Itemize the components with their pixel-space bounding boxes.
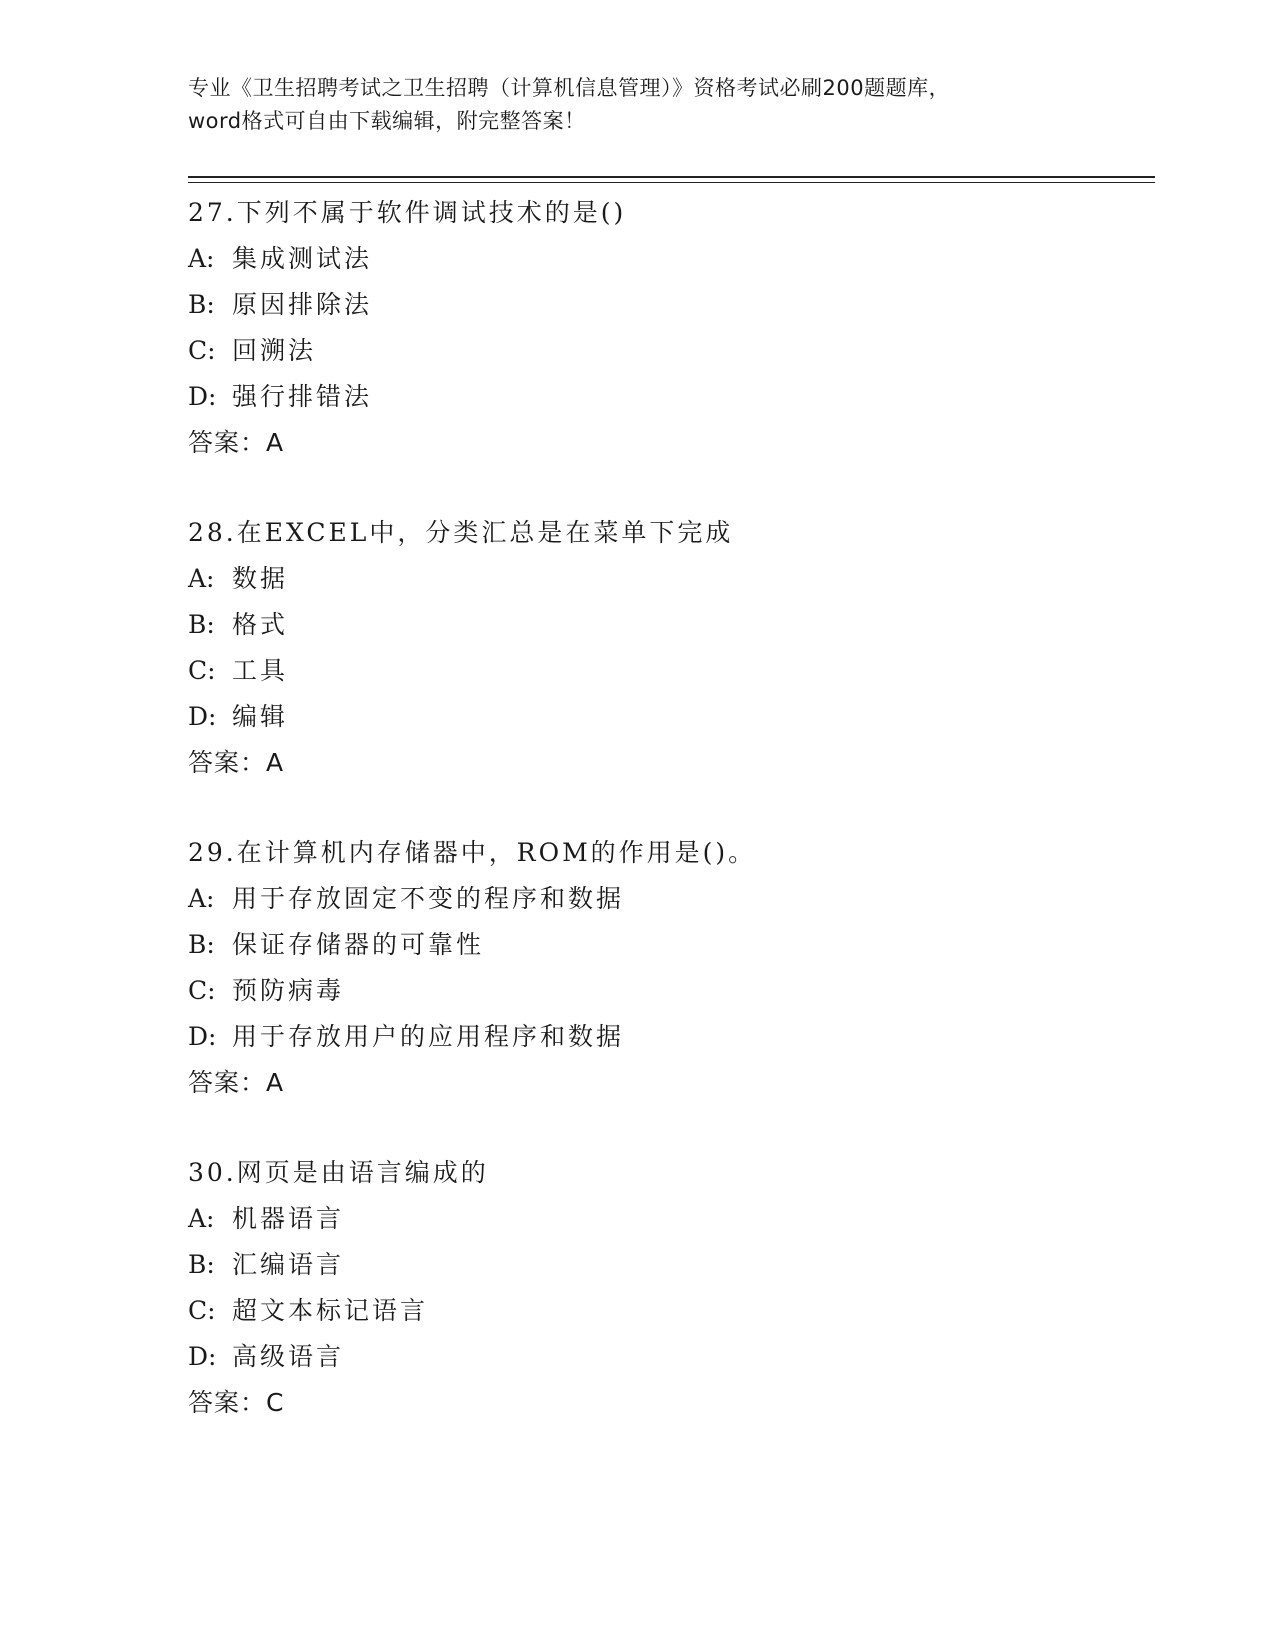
option-key: C: [188,976,216,1005]
header-line-1: 专业《卫生招聘考试之卫生招聘（计算机信息管理）》资格考试必刷200题题库， [188,76,951,100]
option-key: D: [188,702,217,731]
option-text: 保证存储器的可靠性 [232,930,485,959]
option-text: 强行排错法 [232,382,373,411]
option-key: A: [188,564,215,593]
option-d [188,1334,1148,1380]
option-key: A: [188,884,215,913]
option-c [188,1288,1148,1334]
option-a [188,236,1148,282]
option-key: D: [188,382,217,411]
option-key: A: [188,1204,215,1233]
document-header [188,72,1088,138]
option-b [188,602,1148,648]
option-key: C: [188,1296,216,1325]
option-b [188,282,1148,328]
option-text: 格式 [232,610,289,639]
option-text: 工具 [232,656,289,685]
option-key: B: [188,610,215,639]
option-key: B: [188,290,215,319]
answer-line: 答案：A [188,1068,285,1097]
option-text: 高级语言 [232,1342,345,1371]
option-text: 回溯法 [232,336,317,365]
question-27 [188,190,1148,510]
answer-line: 答案：A [188,428,285,457]
option-key: C: [188,336,216,365]
option-d [188,1014,1148,1060]
question-stem: 27.下列不属于软件调试技术的是() [188,198,627,227]
answer-line: 答案：A [188,748,285,777]
option-text: 超文本标记语言 [232,1296,429,1325]
option-d [188,374,1148,420]
option-text: 集成测试法 [232,244,373,273]
option-c [188,968,1148,1014]
option-text: 预防病毒 [232,976,345,1005]
question-stem: 29.在计算机内存储器中，ROM的作用是()。 [188,838,757,867]
option-c [188,648,1148,694]
option-a [188,556,1148,602]
header-divider-thick [188,176,1155,178]
option-text: 编辑 [232,702,289,731]
option-text: 用于存放用户的应用程序和数据 [232,1022,625,1051]
question-stem: 28.在EXCEL中，分类汇总是在菜单下完成 [188,518,734,547]
question-list [188,190,1148,1470]
question-29 [188,830,1148,1150]
option-key: D: [188,1342,217,1371]
question-28 [188,510,1148,830]
option-text: 机器语言 [232,1204,345,1233]
option-b [188,922,1148,968]
header-line-2: word格式可自由下载编辑，附完整答案！ [188,109,586,133]
question-30 [188,1150,1148,1470]
question-stem: 30.网页是由语言编成的 [188,1158,489,1187]
option-a [188,1196,1148,1242]
option-key: B: [188,1250,215,1279]
answer-line: 答案：C [188,1388,285,1417]
option-d [188,694,1148,740]
option-text: 用于存放固定不变的程序和数据 [232,884,625,913]
option-b [188,1242,1148,1288]
option-text: 原因排除法 [232,290,373,319]
option-a [188,876,1148,922]
header-divider-thin [188,182,1155,183]
option-key: D: [188,1022,217,1051]
option-c [188,328,1148,374]
option-key: B: [188,930,215,959]
option-text: 数据 [232,564,289,593]
option-key: A: [188,244,215,273]
option-text: 汇编语言 [232,1250,345,1279]
option-key: C: [188,656,216,685]
